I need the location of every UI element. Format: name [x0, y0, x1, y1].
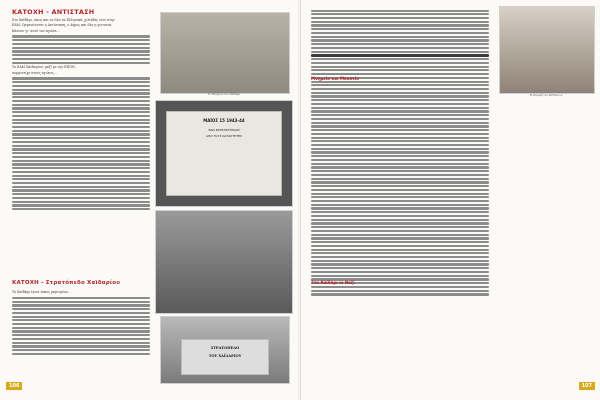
subhead-memorial-museum: Μνημείο και Μουσείο — [311, 76, 360, 81]
text-line: Στο Χαϊδάρι, όπως και σε όλα τα Ελληνικά, χιλιάδες νέοι στην — [12, 18, 115, 22]
plaque-line: ΑΠΟ ΤΟΥΣ ΚΑΤΑΚΤΗΤΕΣ — [205, 134, 243, 138]
text-line: συμμετείχε στους αγώνες... — [12, 70, 57, 75]
text-column-left-2 — [12, 290, 150, 357]
memorial-caption: Το Μνημείο στο Χαϊδάρι — [207, 93, 241, 96]
crowd-photo — [155, 210, 293, 314]
text-column-right — [311, 8, 489, 297]
text-line: Το ΕΑΜ Χαϊδαρίου, μαζί με την ΕΠΟΝ, — [12, 65, 76, 70]
memorial-photo — [160, 12, 290, 94]
text-line: Το Χαϊδάρι έγινε τόπος μαρτυρίου... — [12, 290, 71, 294]
text-column-left-1 — [12, 18, 150, 212]
statue-line: ΣΤΡΑΤΟΠΕΔΟ — [210, 346, 240, 350]
page-number-right: 107 — [579, 382, 595, 390]
plaque — [166, 111, 282, 196]
subhead-nazis: Στο Χαϊδάρι οι Ναζί — [311, 280, 355, 285]
right-page — [300, 0, 600, 400]
portrait-caption: Η αδελφή του Χαϊδαρίου — [529, 94, 563, 97]
statue-line: ΤΟΥ ΧΑΪΔΑΡΙΟΥ — [208, 354, 242, 358]
plaque-photo — [155, 100, 293, 207]
section-heading-camp: ΚΑΤΟΧΗ - Στρατόπεδο Χαϊδαρίου — [12, 280, 121, 286]
page-number-left: 106 — [6, 382, 22, 390]
plaque-line: ΜΑΪΟΣ 15 1943-44 — [203, 118, 245, 123]
text-line: Κάνουν γι' αυτό τον αγώνα... — [12, 28, 60, 33]
statue-photo — [160, 316, 290, 384]
plaque-line: ΕΔΩ ΕΚΤΕΛΕΣΤΗΚΑΝ — [208, 128, 240, 132]
section-heading-occupation-resistance: ΚΑΤΟΧΗ - ΑΝΤΙΣΤΑΣΗ — [12, 8, 95, 16]
statue-base — [181, 339, 269, 375]
text-line: ΕΑΜ. Οργανώνεται η Αντίσταση, ο Δήμος και όλη η γειτονιά. — [12, 23, 113, 28]
portrait-photo — [499, 6, 595, 94]
